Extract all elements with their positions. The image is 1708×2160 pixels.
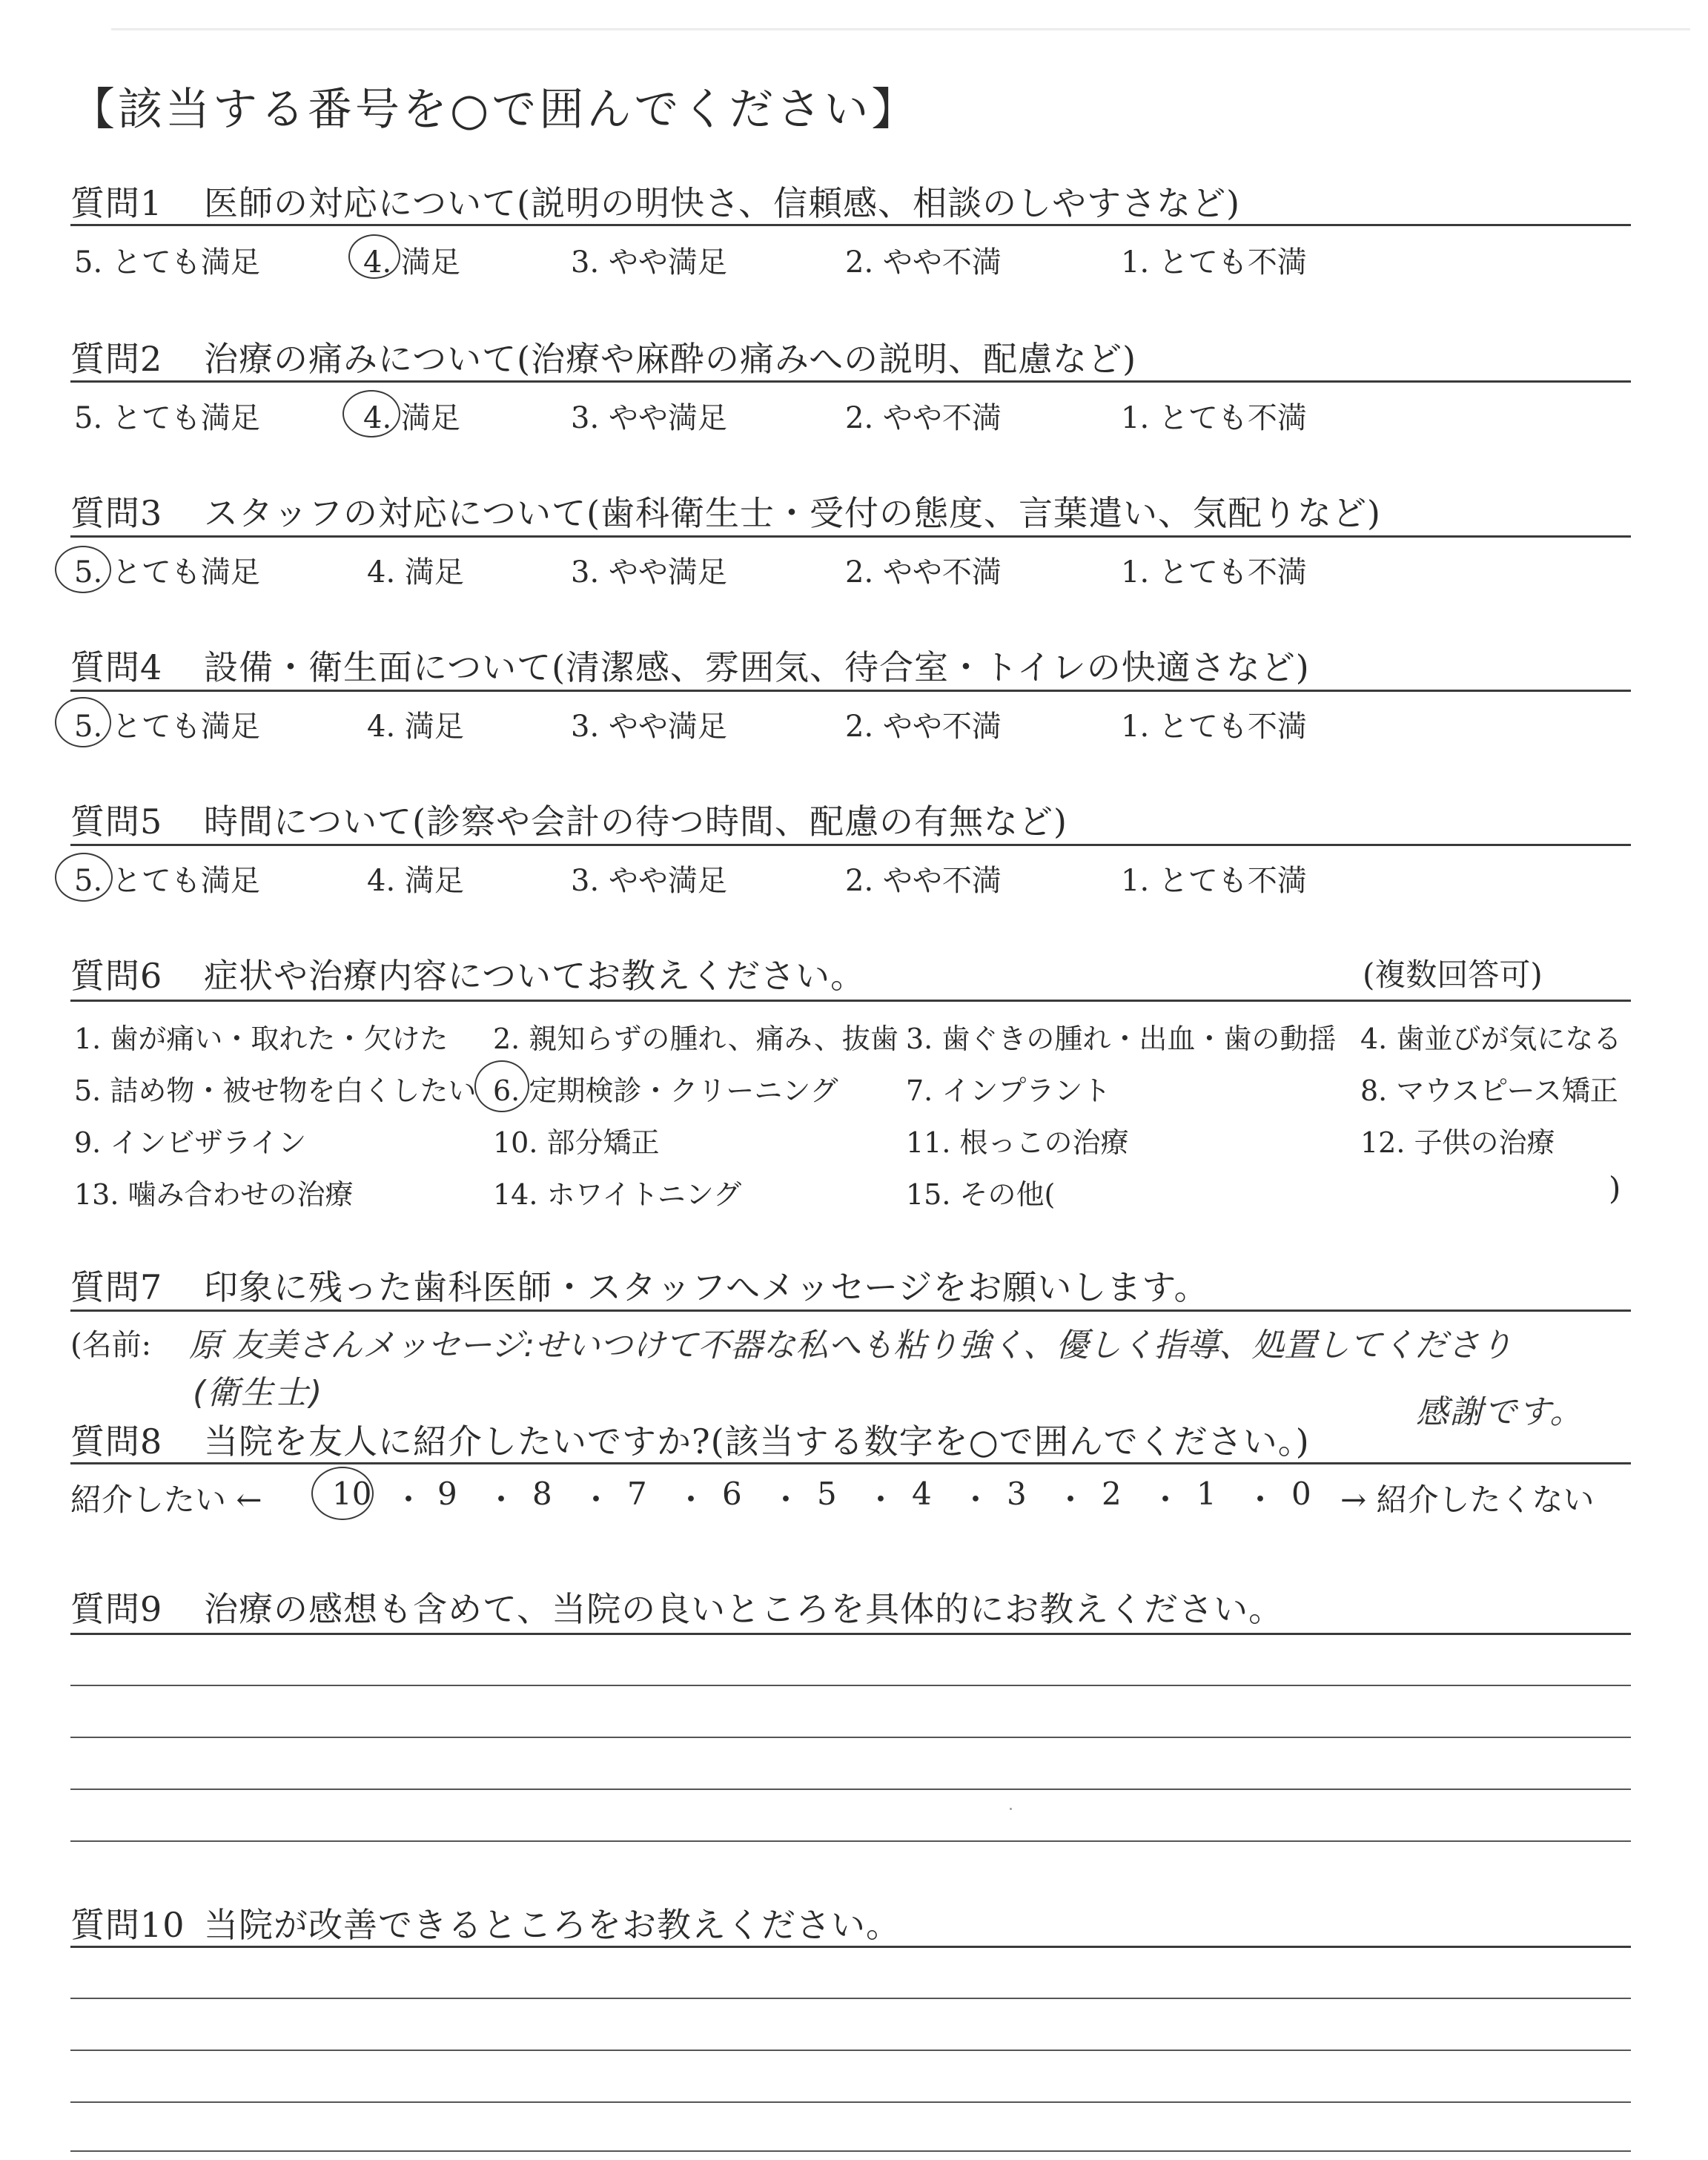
scale-3[interactable]: 3	[1007, 1476, 1027, 1512]
question-7	[70, 1261, 1209, 1309]
treatment-option[interactable]: 9. インビザライン	[74, 1126, 307, 1159]
treatment-option[interactable]: 4. 歯並びが気になる	[1360, 1023, 1622, 1055]
option-5[interactable]: 5. とても満足	[74, 401, 260, 435]
option-4[interactable]: 4. 満足	[367, 864, 464, 898]
rule	[70, 690, 1631, 692]
rule	[70, 1000, 1631, 1002]
question-9	[70, 1582, 1283, 1631]
question-3	[70, 486, 1381, 535]
question-1	[70, 176, 1240, 225]
scale-5[interactable]: 5	[817, 1476, 837, 1512]
treatment-option[interactable]: 1. 歯が痛い・取れた・欠けた	[74, 1023, 448, 1055]
question-6	[70, 949, 865, 998]
option-2[interactable]: 2. やや不満	[845, 864, 1002, 898]
treatment-option[interactable]: 3. 歯ぐきの腫れ・出血・歯の動揺	[906, 1023, 1337, 1055]
option-3[interactable]: 3. やや満足	[571, 555, 727, 589]
scale-separator: ・	[393, 1482, 425, 1518]
option-1[interactable]: 1. とても不満	[1121, 401, 1307, 435]
option-5[interactable]: 5. とても満足	[74, 245, 260, 280]
treatment-option[interactable]: 13. 噛み合わせの治療	[74, 1178, 354, 1211]
answer-line	[70, 2101, 1631, 2103]
option-4[interactable]: 4. 満足	[367, 555, 464, 589]
scale-separator: ・	[486, 1482, 517, 1518]
option-1[interactable]: 1. とても不満	[1121, 555, 1307, 589]
speck	[1010, 1808, 1012, 1810]
scale-9[interactable]: 9	[437, 1476, 457, 1512]
scale-8[interactable]: 8	[532, 1476, 552, 1512]
rule	[70, 1946, 1631, 1948]
scale-0[interactable]: 0	[1291, 1476, 1311, 1512]
treatment-option[interactable]: 6. 定期検診・クリーニング	[493, 1074, 838, 1107]
option-4[interactable]: 4. 満足	[367, 710, 464, 744]
question-number: 質問2	[70, 339, 163, 379]
treatment-option[interactable]: 11. 根っこの治療	[906, 1126, 1129, 1159]
other-close-paren: )	[1609, 1170, 1621, 1206]
scale-10[interactable]: 10	[332, 1476, 372, 1512]
question-number: 質問8	[70, 1421, 163, 1462]
question-text: 医師の対応について(説明の明快さ、信頼感、相談のしやすさなど)	[204, 183, 1241, 223]
question-text: 当院を友人に紹介したいですか?(該当する数字を○で囲んでください。)	[204, 1421, 1310, 1462]
option-3[interactable]: 3. やや満足	[571, 245, 727, 280]
option-3[interactable]: 3. やや満足	[571, 710, 727, 744]
answer-line	[70, 1789, 1631, 1790]
rule	[70, 535, 1631, 538]
option-2[interactable]: 2. やや不満	[845, 555, 1002, 589]
treatment-option[interactable]: 14. ホワイトニング	[493, 1178, 742, 1211]
rule	[70, 380, 1631, 383]
scale-separator: ・	[675, 1482, 707, 1518]
question-10	[70, 1898, 901, 1947]
scale-7[interactable]: 7	[627, 1476, 647, 1512]
question-5	[70, 795, 1068, 844]
rule	[70, 1462, 1631, 1464]
answer-line	[70, 1998, 1631, 1999]
question-4	[70, 641, 1310, 690]
question-text: 当院が改善できるところをお教えください。	[204, 1905, 901, 1945]
page-edge	[111, 28, 1690, 30]
question-number: 質問4	[70, 647, 163, 687]
question-text: 治療の痛みについて(治療や麻酔の痛みへの説明、配慮など)	[204, 339, 1137, 379]
question-2	[70, 332, 1136, 381]
option-1[interactable]: 1. とても不満	[1121, 710, 1307, 744]
question-8	[70, 1415, 1310, 1464]
name-label: (名前:	[70, 1328, 152, 1362]
question-number: 質問9	[70, 1589, 163, 1629]
answer-line	[70, 2050, 1631, 2051]
scale-separator: ・	[960, 1482, 992, 1518]
question-number: 質問3	[70, 493, 163, 533]
treatment-option[interactable]: 2. 親知らずの腫れ、痛み、抜歯	[493, 1023, 898, 1055]
question-text: スタッフの対応について(歯科衛生士・受付の態度、言葉遣い、気配りなど)	[204, 493, 1381, 533]
answer-line	[70, 2150, 1631, 2152]
question-number: 質問10	[70, 1905, 185, 1945]
option-3[interactable]: 3. やや満足	[571, 401, 727, 435]
treatment-option[interactable]: 10. 部分矯正	[493, 1126, 660, 1159]
treatment-option[interactable]: 12. 子供の治療	[1360, 1126, 1555, 1159]
treatment-option[interactable]: 15. その他(	[906, 1178, 1056, 1211]
scale-separator: ・	[865, 1482, 897, 1518]
question-number: 質問1	[70, 183, 163, 223]
treatment-option[interactable]: 5. 詰め物・被せ物を白くしたい	[74, 1074, 477, 1107]
scale-separator: ・	[1055, 1482, 1087, 1518]
scale-separator: ・	[580, 1482, 612, 1518]
rule	[70, 224, 1631, 226]
option-4[interactable]: 4. 満足	[363, 245, 460, 280]
question-number: 質問7	[70, 1267, 163, 1307]
rule	[70, 844, 1631, 846]
question-text: 症状や治療内容についてお教えください。	[204, 956, 866, 996]
scale-1[interactable]: 1	[1196, 1476, 1217, 1512]
recommend-right-label: → 紹介したくない	[1340, 1482, 1595, 1518]
option-2[interactable]: 2. やや不満	[845, 245, 1002, 280]
scale-2[interactable]: 2	[1102, 1476, 1122, 1512]
treatment-option[interactable]: 8. マウスピース矯正	[1360, 1074, 1618, 1107]
treatment-option[interactable]: 7. インプラント	[906, 1074, 1111, 1107]
answer-line	[70, 1685, 1631, 1686]
option-2[interactable]: 2. やや不満	[845, 401, 1002, 435]
option-2[interactable]: 2. やや不満	[845, 710, 1002, 744]
answer-line	[70, 1737, 1631, 1738]
question-text: 治療の感想も含めて、当院の良いところを具体的にお教えください。	[204, 1589, 1284, 1629]
option-3[interactable]: 3. やや満足	[571, 864, 727, 898]
question-text: 設備・衛生面について(清潔感、雰囲気、待合室・トイレの快適さなど)	[204, 647, 1310, 687]
question-number: 質問5	[70, 802, 163, 842]
scale-6[interactable]: 6	[722, 1476, 742, 1512]
scale-separator: ・	[1150, 1482, 1182, 1518]
multiple-answers-note: (複数回答可)	[1363, 957, 1543, 993]
recommend-left-label: 紹介したい ←	[70, 1482, 262, 1518]
scale-4[interactable]: 4	[912, 1476, 932, 1512]
form-heading: 【該当する番号を○で囲んでください】	[70, 84, 919, 136]
option-5[interactable]: 5. とても満足	[74, 555, 260, 589]
option-4[interactable]: 4. 満足	[363, 401, 460, 435]
rule	[70, 1309, 1631, 1312]
handwritten-staff-role: (衛生士)	[193, 1374, 324, 1412]
scale-separator: ・	[1245, 1482, 1277, 1518]
option-1[interactable]: 1. とても不満	[1121, 245, 1307, 280]
question-text: 印象に残った歯科医師・スタッフへメッセージをお願いします。	[204, 1267, 1209, 1307]
question-number: 質問6	[70, 956, 163, 996]
handwritten-thanks: 感謝です。	[1416, 1393, 1584, 1431]
scale-separator: ・	[770, 1482, 802, 1518]
option-1[interactable]: 1. とても不満	[1121, 864, 1307, 898]
handwritten-message: 原 友美さんメッセージ:せいつけて不器な私へも粘り強く、優しく指導、処置してくださり	[189, 1327, 1513, 1364]
option-5[interactable]: 5. とても満足	[74, 864, 260, 898]
question-text: 時間について(診察や会計の待つ時間、配慮の有無など)	[204, 802, 1068, 842]
option-5[interactable]: 5. とても満足	[74, 710, 260, 744]
rule	[70, 1633, 1631, 1635]
answer-line	[70, 1840, 1631, 1842]
